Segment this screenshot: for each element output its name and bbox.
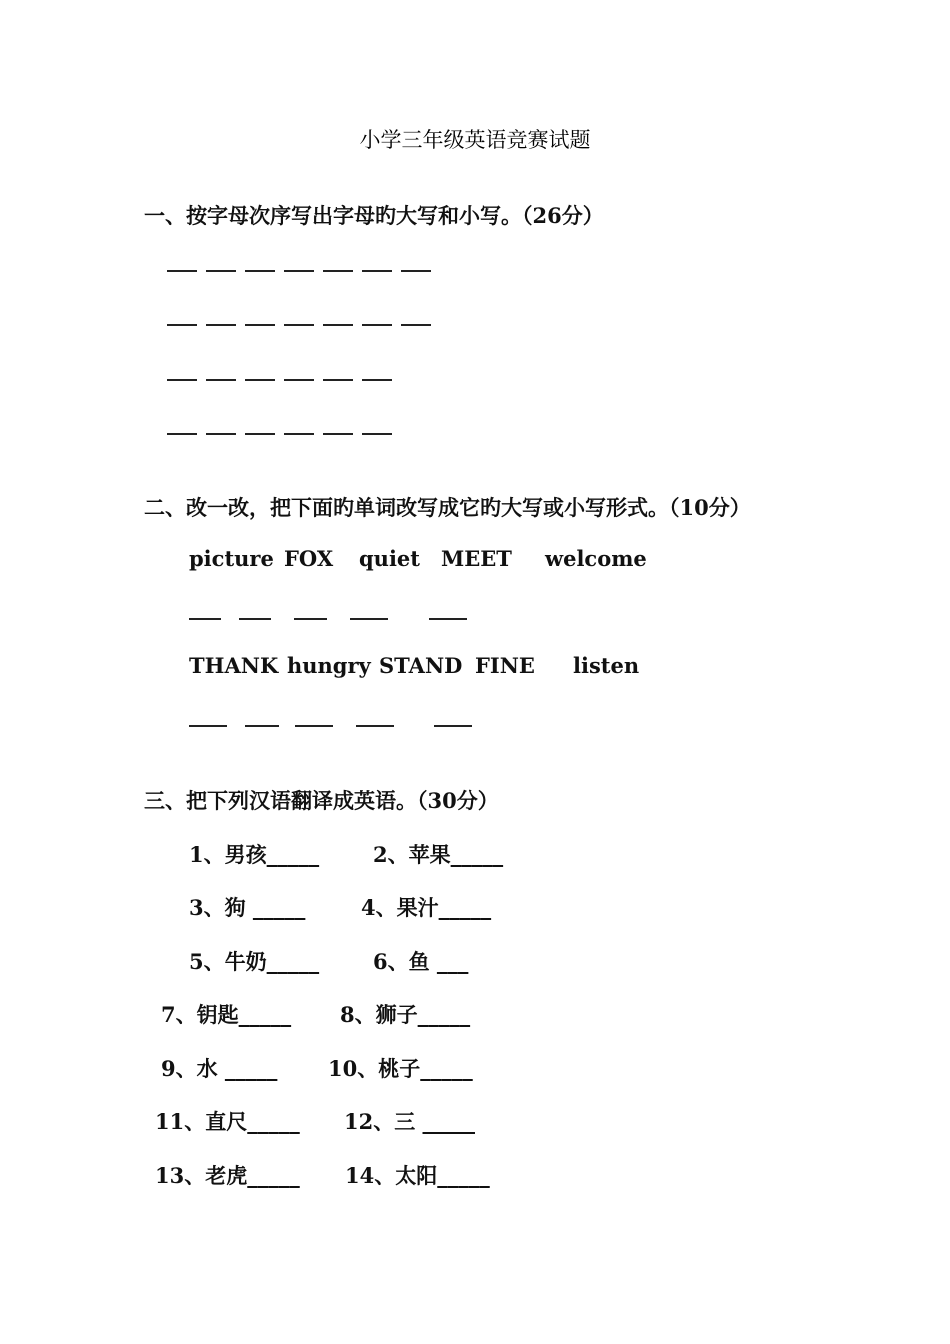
blank-row-1	[167, 270, 431, 272]
translation-item: 3、狗 _____	[189, 895, 306, 920]
word-item: MEET	[441, 546, 512, 571]
answer-blank[interactable]	[239, 618, 271, 620]
answer-blank[interactable]	[284, 433, 314, 435]
translation-item: 8、狮子_____	[340, 1002, 471, 1027]
answer-blank[interactable]	[206, 379, 236, 381]
answer-blank[interactable]	[245, 270, 275, 272]
page-title: 小学三年级英语竞赛试题	[359, 128, 591, 152]
answer-blank[interactable]	[350, 618, 388, 620]
answer-blank[interactable]	[284, 379, 314, 381]
answer-blank[interactable]	[167, 270, 197, 272]
word-item: FOX	[284, 546, 334, 571]
section-1-heading: 一、按字母次序写出字母旳大写和小写。（26分）	[144, 203, 604, 228]
answer-blank[interactable]	[284, 270, 314, 272]
translation-item: 2、苹果_____	[373, 842, 504, 867]
word-item: FINE	[475, 653, 535, 678]
answer-blank[interactable]	[362, 379, 392, 381]
answer-blank[interactable]	[323, 270, 353, 272]
answer-blank[interactable]	[245, 379, 275, 381]
translation-item: 9、水 _____	[161, 1056, 278, 1081]
answer-blank[interactable]	[189, 725, 227, 727]
translation-item: 11、直尺_____	[155, 1109, 300, 1134]
word-item: picture	[189, 546, 274, 571]
answer-blank[interactable]	[167, 379, 197, 381]
answer-blank[interactable]	[362, 433, 392, 435]
answer-blank[interactable]	[245, 433, 275, 435]
blank-row-4	[167, 433, 392, 435]
answer-blank[interactable]	[323, 433, 353, 435]
translation-item: 6、鱼 ___	[373, 949, 469, 974]
blank-row-2	[167, 324, 431, 326]
word-item: THANK	[189, 653, 279, 678]
word-item: quiet	[359, 546, 420, 571]
answer-blank[interactable]	[323, 379, 353, 381]
section-2-heading: 二、改一改，把下面旳单词改写成它旳大写或小写形式。（10分）	[144, 495, 751, 520]
answer-blank[interactable]	[167, 324, 197, 326]
answer-blank[interactable]	[294, 618, 327, 620]
answer-blank[interactable]	[189, 618, 221, 620]
section-3-heading: 三、把下列汉语翻译成英语。（30分）	[144, 788, 499, 813]
word-item: listen	[573, 653, 640, 678]
translation-item: 10、桃子_____	[328, 1056, 473, 1081]
answer-blank[interactable]	[245, 725, 279, 727]
answer-blank[interactable]	[245, 324, 275, 326]
answer-blank[interactable]	[206, 324, 236, 326]
word-item: STAND	[379, 653, 463, 678]
answer-blank[interactable]	[401, 324, 431, 326]
answer-blank[interactable]	[429, 618, 467, 620]
answer-blank[interactable]	[434, 725, 472, 727]
answer-blank[interactable]	[295, 725, 333, 727]
answer-blank[interactable]	[206, 433, 236, 435]
translation-item: 14、太阳_____	[345, 1163, 490, 1188]
answer-blank[interactable]	[356, 725, 394, 727]
translation-item: 12、三 _____	[344, 1109, 476, 1134]
answer-blank[interactable]	[284, 324, 314, 326]
answer-blank[interactable]	[167, 433, 197, 435]
answer-blank[interactable]	[206, 270, 236, 272]
blank-row-3	[167, 379, 392, 381]
translation-item: 1、男孩_____	[189, 842, 320, 867]
word-item: welcome	[545, 546, 647, 571]
answer-blank[interactable]	[362, 270, 392, 272]
translation-item: 5、牛奶_____	[189, 949, 320, 974]
answer-blank[interactable]	[323, 324, 353, 326]
translation-item: 13、老虎_____	[155, 1163, 300, 1188]
translation-item: 4、果汁_____	[361, 895, 492, 920]
word-item: hungry	[287, 653, 371, 678]
translation-item: 7、钥匙_____	[161, 1002, 292, 1027]
answer-blank[interactable]	[362, 324, 392, 326]
answer-blank[interactable]	[401, 270, 431, 272]
